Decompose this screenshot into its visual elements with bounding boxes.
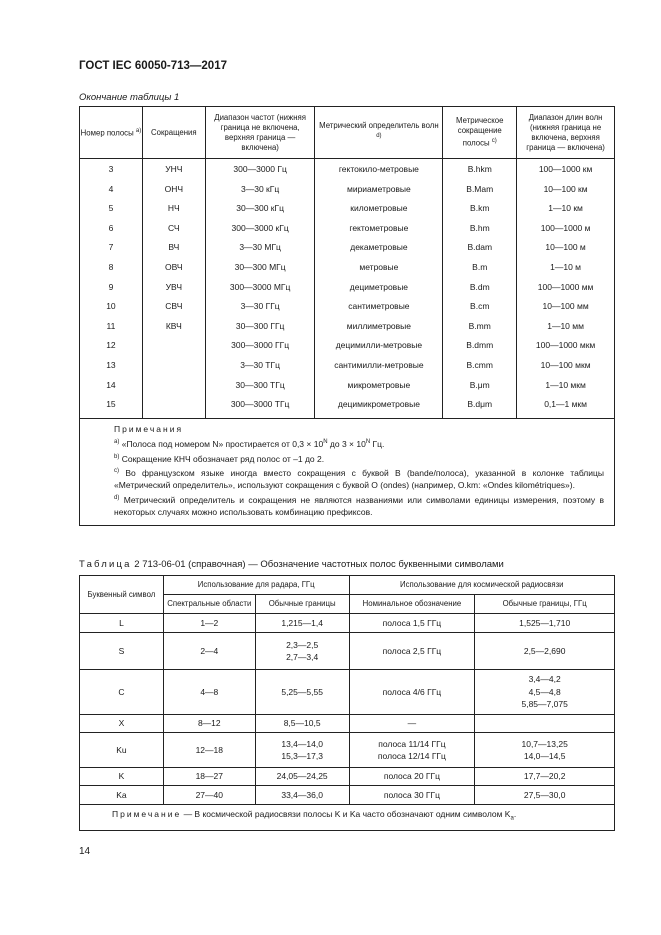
cell-usual: 13,4—14,0 15,3—17,3: [255, 733, 349, 768]
cell-sym: S: [80, 633, 164, 670]
cell-abbr: [142, 376, 205, 396]
cell-spec: 1—2: [163, 614, 255, 633]
cell-spec: 18—27: [163, 768, 255, 786]
cell-space: 10,7—13,25 14,0—14,5: [475, 733, 615, 768]
table1-caption: Окончание таблицы 1: [79, 92, 180, 103]
cell-freq: 30—300 ТГц: [205, 376, 315, 396]
cell-sym: Ka: [80, 786, 164, 805]
document-header: ГОСТ IEC 60050-713—2017: [79, 60, 227, 72]
table-row: [80, 768, 615, 786]
cell-space: 2,5—2,690: [475, 633, 615, 670]
cell-metric: миллиметровые: [315, 317, 443, 337]
cell-short: B.Mam: [443, 180, 517, 200]
cell-usual: 5,25—5,55: [255, 670, 349, 715]
cell-short: B.dμm: [443, 395, 517, 418]
cell-spec: 8—12: [163, 715, 255, 733]
cell-freq: 3—30 МГц: [205, 238, 315, 258]
cell-wave: 10—100 км: [517, 180, 615, 200]
cell-space: 1,525—1,710: [475, 614, 615, 633]
cell-metric: дециметровые: [315, 278, 443, 298]
table-row: [80, 238, 615, 258]
cell-abbr: КВЧ: [142, 317, 205, 337]
cell-abbr: СЧ: [142, 219, 205, 239]
cell-abbr: УВЧ: [142, 278, 205, 298]
cell-nom: полоса 1,5 ГГц: [349, 614, 475, 633]
cell-abbr: ВЧ: [142, 238, 205, 258]
cell-sym: K: [80, 768, 164, 786]
header-freq: Диапазон частот (нижняя граница не включена, верхняя граница — включена): [205, 107, 315, 159]
cell-nom: полоса 20 ГГц: [349, 768, 475, 786]
cell-metric: децимилли-метровые: [315, 336, 443, 356]
page-number: 14: [79, 846, 91, 857]
table-row: [80, 376, 615, 396]
cell-freq: 300—3000 МГц: [205, 278, 315, 298]
table-row: [80, 733, 615, 768]
cell-wave: 1—10 мм: [517, 317, 615, 337]
cell-space: 17,7—20,2: [475, 768, 615, 786]
cell-short: B.dam: [443, 238, 517, 258]
cell-metric: метровые: [315, 258, 443, 278]
cell-n: 14: [80, 376, 143, 396]
cell-wave: 10—100 мм: [517, 297, 615, 317]
cell-abbr: [142, 356, 205, 376]
cell-n: 5: [80, 199, 143, 219]
cell-freq: 3—30 ТГц: [205, 356, 315, 376]
cell-short: B.m: [443, 258, 517, 278]
cell-abbr: УНЧ: [142, 159, 205, 180]
cell-n: 15: [80, 395, 143, 418]
table-row: [80, 715, 615, 733]
cell-metric: микрометровые: [315, 376, 443, 396]
cell-space: 27,5—30,0: [475, 786, 615, 805]
table-row: [80, 258, 615, 278]
table-row: [80, 297, 615, 317]
table-row: [80, 786, 615, 805]
cell-wave: 100—1000 мкм: [517, 336, 615, 356]
note-c: $^{c)}$ Во французском языке иногда вместо сокращения с буквой B (bande/полоса), указанной в колонке таблицы «Метрический определитель», используют сокращения с буквой O (ondes) (например, O.km: «Ondes kilométriques»).: [114, 468, 604, 491]
cell-metric: сантимилли-метровые: [315, 356, 443, 376]
table-row: [80, 317, 615, 337]
cell-nom: полоса 4/6 ГГц: [349, 670, 475, 715]
cell-spec: 2—4: [163, 633, 255, 670]
header-wavelength: Диапазон длин волн (нижняя граница не включена, верхняя граница — включена): [517, 107, 615, 159]
cell-metric: сантиметровые: [315, 297, 443, 317]
cell-metric: километровые: [315, 199, 443, 219]
header-space: Использование для космической радиосвязи: [349, 576, 614, 595]
cell-abbr: ОВЧ: [142, 258, 205, 278]
cell-freq: 300—3000 ГГц: [205, 336, 315, 356]
table-row: [80, 159, 615, 180]
cell-wave: 10—100 м: [517, 238, 615, 258]
cell-n: 13: [80, 356, 143, 376]
cell-wave: 100—1000 м: [517, 219, 615, 239]
header-abbr: Сокращения: [142, 107, 205, 159]
cell-short: B.hkm: [443, 159, 517, 180]
cell-metric: гектокило-метровые: [315, 159, 443, 180]
cell-short: B.cm: [443, 297, 517, 317]
cell-spec: 4—8: [163, 670, 255, 715]
table-row: [80, 180, 615, 200]
header-number: Номер полосы $^{a)}$: [80, 107, 143, 159]
cell-short: B.mm: [443, 317, 517, 337]
cell-freq: 30—300 ГГц: [205, 317, 315, 337]
cell-freq: 30—300 кГц: [205, 199, 315, 219]
cell-short: B.dmm: [443, 336, 517, 356]
cell-n: 9: [80, 278, 143, 298]
note-d: $^{d)}$ Метрический определитель и сокращения не являются названиями или символами единицы измерения, поэтому в некоторых случаях можно использовать комбинацию префиксов.: [114, 495, 604, 518]
header-nominal: Номинальное обозначение: [349, 595, 475, 614]
cell-abbr: ОНЧ: [142, 180, 205, 200]
cell-short: B.hm: [443, 219, 517, 239]
cell-n: 6: [80, 219, 143, 239]
cell-space: 3,4—4,2 4,5—4,8 5,85—7,075: [475, 670, 615, 715]
cell-wave: 100—1000 км: [517, 159, 615, 180]
cell-metric: децимикрометровые: [315, 395, 443, 418]
table-row: [80, 356, 615, 376]
cell-abbr: [142, 336, 205, 356]
cell-space: [475, 715, 615, 733]
cell-n: 4: [80, 180, 143, 200]
header-metric-abbr: Метрическое сокращение полосы $^{c)}$: [443, 107, 517, 159]
cell-freq: 3—30 ГГц: [205, 297, 315, 317]
cell-nom: полоса 30 ГГц: [349, 786, 475, 805]
cell-freq: 300—3000 Гц: [205, 159, 315, 180]
cell-freq: 300—3000 ТГц: [205, 395, 315, 418]
table-row: [80, 395, 615, 418]
cell-sym: C: [80, 670, 164, 715]
table-row: [80, 633, 615, 670]
table2-caption: Таблица 2 713-06-01 (справочная) — Обозначение частотных полос буквенными символами: [79, 559, 504, 570]
cell-n: 3: [80, 159, 143, 180]
table-row: [80, 199, 615, 219]
table1-notes: [80, 418, 615, 525]
cell-n: 11: [80, 317, 143, 337]
cell-usual: 1,215—1,4: [255, 614, 349, 633]
cell-wave: 10—100 мкм: [517, 356, 615, 376]
table-row: [80, 614, 615, 633]
cell-n: 12: [80, 336, 143, 356]
cell-short: B.cmm: [443, 356, 517, 376]
cell-freq: 3—30 кГц: [205, 180, 315, 200]
header-usual-radar: Обычные границы: [255, 595, 349, 614]
table-row: [80, 278, 615, 298]
cell-wave: 0,1—1 мкм: [517, 395, 615, 418]
header-metric: Метрический определитель волн $^{d)}$: [315, 107, 443, 159]
notes-title: Примечания: [114, 423, 184, 434]
cell-short: B.dm: [443, 278, 517, 298]
cell-nom: полоса 11/14 ГГц полоса 12/14 ГГц: [349, 733, 475, 768]
cell-wave: 1—10 мкм: [517, 376, 615, 396]
header-radar: Использование для радара, ГГц: [163, 576, 349, 595]
cell-metric: мириаметровые: [315, 180, 443, 200]
cell-usual: 33,4—36,0: [255, 786, 349, 805]
cell-metric: гектометровые: [315, 219, 443, 239]
cell-nom: полоса 2,5 ГГц: [349, 633, 475, 670]
cell-sym: Ku: [80, 733, 164, 768]
header-usual-space: Обычные границы, ГГц: [475, 595, 615, 614]
table-row: [80, 670, 615, 715]
cell-sym: L: [80, 614, 164, 633]
table-row: [80, 336, 615, 356]
header-spectral: Спектральные области: [163, 595, 255, 614]
cell-sym: X: [80, 715, 164, 733]
header-symbol: Буквенный символ: [80, 576, 164, 614]
cell-usual: 2,3—2,5 2,7—3,4: [255, 633, 349, 670]
cell-n: 8: [80, 258, 143, 278]
letter-band-table: [79, 575, 615, 831]
cell-short: B.km: [443, 199, 517, 219]
cell-nom: —: [349, 715, 475, 733]
table2-note: Примечание — В космической радиосвязи полосы K и Ka часто обозначают одним символом $K_a$.: [80, 805, 615, 831]
table-row: [80, 219, 615, 239]
cell-freq: 300—3000 кГц: [205, 219, 315, 239]
cell-metric: декаметровые: [315, 238, 443, 258]
cell-wave: 1—10 км: [517, 199, 615, 219]
cell-n: 7: [80, 238, 143, 258]
cell-wave: 100—1000 мм: [517, 278, 615, 298]
cell-freq: 30—300 МГц: [205, 258, 315, 278]
cell-wave: 1—10 м: [517, 258, 615, 278]
band-table: [79, 106, 615, 526]
cell-abbr: СВЧ: [142, 297, 205, 317]
cell-abbr: [142, 395, 205, 418]
cell-short: B.μm: [443, 376, 517, 396]
note-a: $^{a)}$ «Полоса под номером N» простирается от $0,3 \times 10^N$ до $3 \times 10^N$ Гц.: [114, 438, 385, 449]
cell-abbr: НЧ: [142, 199, 205, 219]
cell-usual: 8,5—10,5: [255, 715, 349, 733]
cell-n: 10: [80, 297, 143, 317]
cell-spec: 12—18: [163, 733, 255, 768]
note-b: $^{b)}$ Сокращение КНЧ обозначает ряд полос от –1 до 2.: [114, 453, 325, 464]
cell-spec: 27—40: [163, 786, 255, 805]
cell-usual: 24,05—24,25: [255, 768, 349, 786]
